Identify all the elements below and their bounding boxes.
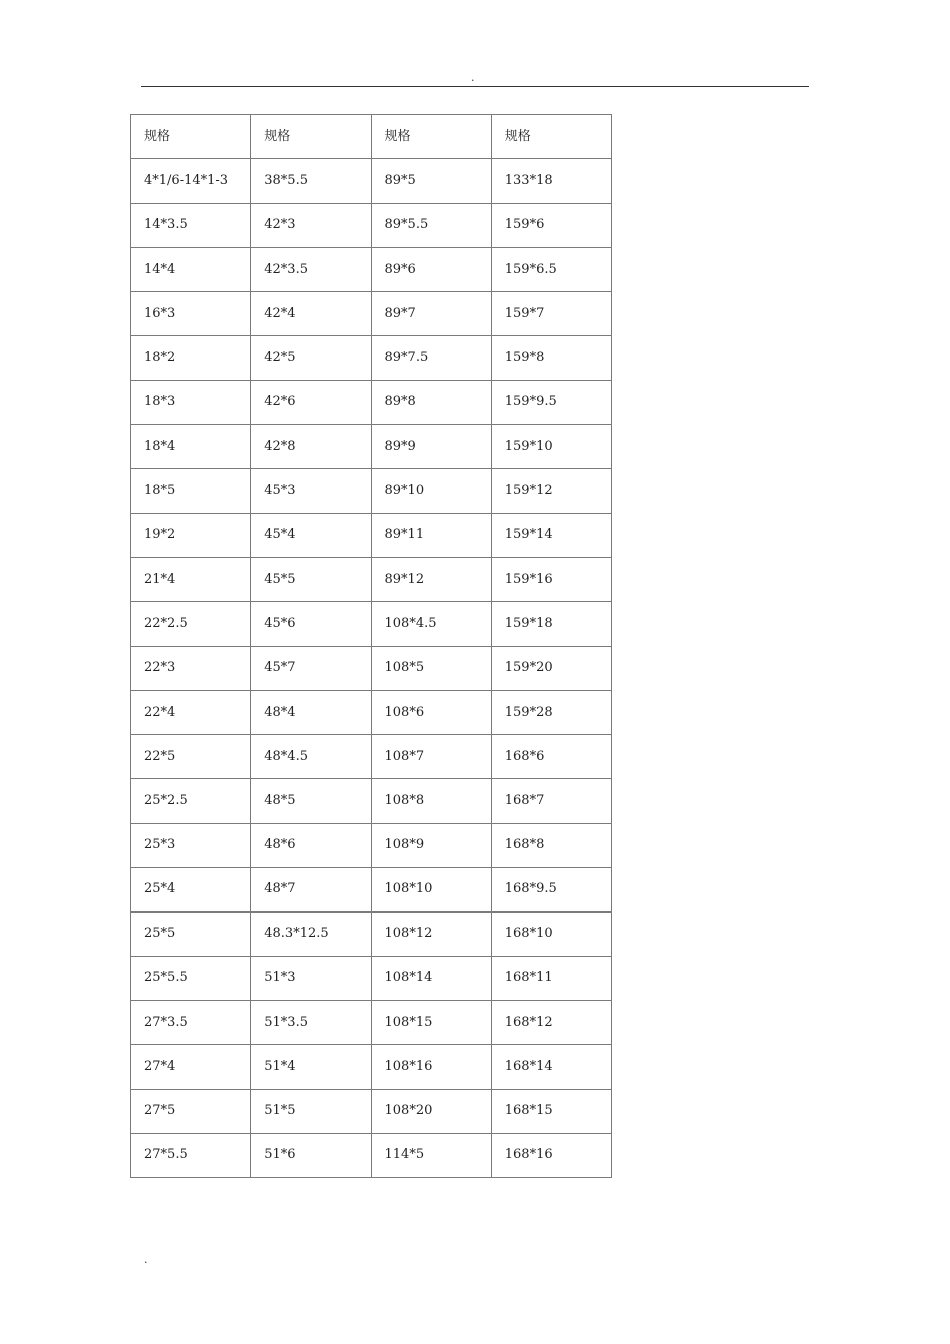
- table-cell: 51*3: [251, 956, 371, 1000]
- table-cell: 168*7: [491, 779, 611, 823]
- table-row: [131, 956, 612, 1000]
- table-cell: 14*3.5: [131, 203, 251, 247]
- table-cell: 89*5.5: [371, 203, 491, 247]
- table-row: [131, 1089, 612, 1133]
- table-cell: 159*20: [491, 646, 611, 690]
- table-row: [131, 380, 612, 424]
- table-row: [131, 646, 612, 690]
- table-cell: 108*12: [371, 912, 491, 956]
- table-row: [131, 203, 612, 247]
- table-cell: 22*3: [131, 646, 251, 690]
- table-cell: 159*6: [491, 203, 611, 247]
- table-cell: 51*3.5: [251, 1000, 371, 1044]
- table-cell: 51*5: [251, 1089, 371, 1133]
- table-row: [131, 1045, 612, 1089]
- table-cell: 114*5: [371, 1133, 491, 1177]
- column-header: 规格: [131, 115, 251, 159]
- footer-mark: .: [144, 1253, 148, 1266]
- table-cell: 108*4.5: [371, 602, 491, 646]
- table-cell: 159*10: [491, 425, 611, 469]
- table-cell: 25*5.5: [131, 956, 251, 1000]
- header-mark: .: [471, 71, 475, 84]
- table-cell: 89*11: [371, 513, 491, 557]
- table-cell: 38*5.5: [251, 159, 371, 203]
- table-cell: 159*6.5: [491, 247, 611, 291]
- table-cell: 48*7: [251, 868, 371, 912]
- header-divider: [141, 86, 809, 87]
- table-row: [131, 247, 612, 291]
- table-cell: 159*28: [491, 690, 611, 734]
- table-row: [131, 1133, 612, 1177]
- table-cell: 14*4: [131, 247, 251, 291]
- table-cell: 51*6: [251, 1133, 371, 1177]
- specification-table: [130, 114, 612, 1178]
- table-row: [131, 336, 612, 380]
- column-header: 规格: [251, 115, 371, 159]
- table-cell: 4*1/6-14*1-3: [131, 159, 251, 203]
- table-row: [131, 690, 612, 734]
- table-cell: 133*18: [491, 159, 611, 203]
- table-cell: 159*9.5: [491, 380, 611, 424]
- table-cell: 168*10: [491, 912, 611, 956]
- table-cell: 108*16: [371, 1045, 491, 1089]
- table-row: [131, 823, 612, 867]
- table-cell: 48*6: [251, 823, 371, 867]
- table-cell: 48*4.5: [251, 735, 371, 779]
- table-cell: 42*6: [251, 380, 371, 424]
- table-cell: 18*4: [131, 425, 251, 469]
- table-cell: 25*2.5: [131, 779, 251, 823]
- table-cell: 22*4: [131, 690, 251, 734]
- table-cell: 89*12: [371, 557, 491, 601]
- table-cell: 22*2.5: [131, 602, 251, 646]
- table-cell: 21*4: [131, 557, 251, 601]
- table-cell: 27*5.5: [131, 1133, 251, 1177]
- table-body: [131, 115, 612, 1178]
- table-row: [131, 292, 612, 336]
- table-cell: 108*9: [371, 823, 491, 867]
- table-cell: 159*14: [491, 513, 611, 557]
- table-cell: 45*3: [251, 469, 371, 513]
- table-header-row: [131, 115, 612, 159]
- table-cell: 168*16: [491, 1133, 611, 1177]
- table-cell: 27*4: [131, 1045, 251, 1089]
- table-cell: 108*20: [371, 1089, 491, 1133]
- table-cell: 18*3: [131, 380, 251, 424]
- table-cell: 168*14: [491, 1045, 611, 1089]
- table-cell: 42*8: [251, 425, 371, 469]
- table-cell: 108*8: [371, 779, 491, 823]
- table-cell: 108*6: [371, 690, 491, 734]
- table-cell: 108*10: [371, 868, 491, 912]
- table-cell: 18*5: [131, 469, 251, 513]
- table-cell: 108*15: [371, 1000, 491, 1044]
- table-cell: 42*3: [251, 203, 371, 247]
- table-row: [131, 513, 612, 557]
- table-cell: 89*8: [371, 380, 491, 424]
- table-cell: 168*6: [491, 735, 611, 779]
- column-header: 规格: [491, 115, 611, 159]
- table-cell: 45*5: [251, 557, 371, 601]
- column-header: 规格: [371, 115, 491, 159]
- table-cell: 27*3.5: [131, 1000, 251, 1044]
- table-cell: 25*4: [131, 868, 251, 912]
- table-row: [131, 557, 612, 601]
- table-cell: 89*5: [371, 159, 491, 203]
- table-cell: 89*9: [371, 425, 491, 469]
- table-cell: 45*4: [251, 513, 371, 557]
- table-cell: 25*3: [131, 823, 251, 867]
- table-cell: 19*2: [131, 513, 251, 557]
- table-cell: 42*4: [251, 292, 371, 336]
- table-cell: 108*5: [371, 646, 491, 690]
- table-cell: 45*7: [251, 646, 371, 690]
- table-cell: 25*5: [131, 912, 251, 956]
- table-cell: 48*5: [251, 779, 371, 823]
- table-cell: 27*5: [131, 1089, 251, 1133]
- table-row: [131, 779, 612, 823]
- table-cell: 108*14: [371, 956, 491, 1000]
- table-cell: 108*7: [371, 735, 491, 779]
- table-cell: 22*5: [131, 735, 251, 779]
- table-cell: 168*9.5: [491, 868, 611, 912]
- table-cell: 48.3*12.5: [251, 912, 371, 956]
- table-cell: 159*8: [491, 336, 611, 380]
- table-cell: 48*4: [251, 690, 371, 734]
- table-cell: 168*11: [491, 956, 611, 1000]
- table-cell: 51*4: [251, 1045, 371, 1089]
- table-cell: 159*18: [491, 602, 611, 646]
- table-row: [131, 425, 612, 469]
- table-row: [131, 1000, 612, 1044]
- table-cell: 168*8: [491, 823, 611, 867]
- table-cell: 159*12: [491, 469, 611, 513]
- table-row: [131, 469, 612, 513]
- table-row: [131, 735, 612, 779]
- table-cell: 89*10: [371, 469, 491, 513]
- table-row: [131, 602, 612, 646]
- table-cell: 89*6: [371, 247, 491, 291]
- table-row: [131, 912, 612, 956]
- table-cell: 45*6: [251, 602, 371, 646]
- table-cell: 42*5: [251, 336, 371, 380]
- table-cell: 159*16: [491, 557, 611, 601]
- table-cell: 16*3: [131, 292, 251, 336]
- table-cell: 89*7: [371, 292, 491, 336]
- table-row: [131, 868, 612, 912]
- table-cell: 168*12: [491, 1000, 611, 1044]
- table-cell: 42*3.5: [251, 247, 371, 291]
- table-cell: 18*2: [131, 336, 251, 380]
- table-cell: 89*7.5: [371, 336, 491, 380]
- table-row: [131, 159, 612, 203]
- table-cell: 168*15: [491, 1089, 611, 1133]
- table-cell: 159*7: [491, 292, 611, 336]
